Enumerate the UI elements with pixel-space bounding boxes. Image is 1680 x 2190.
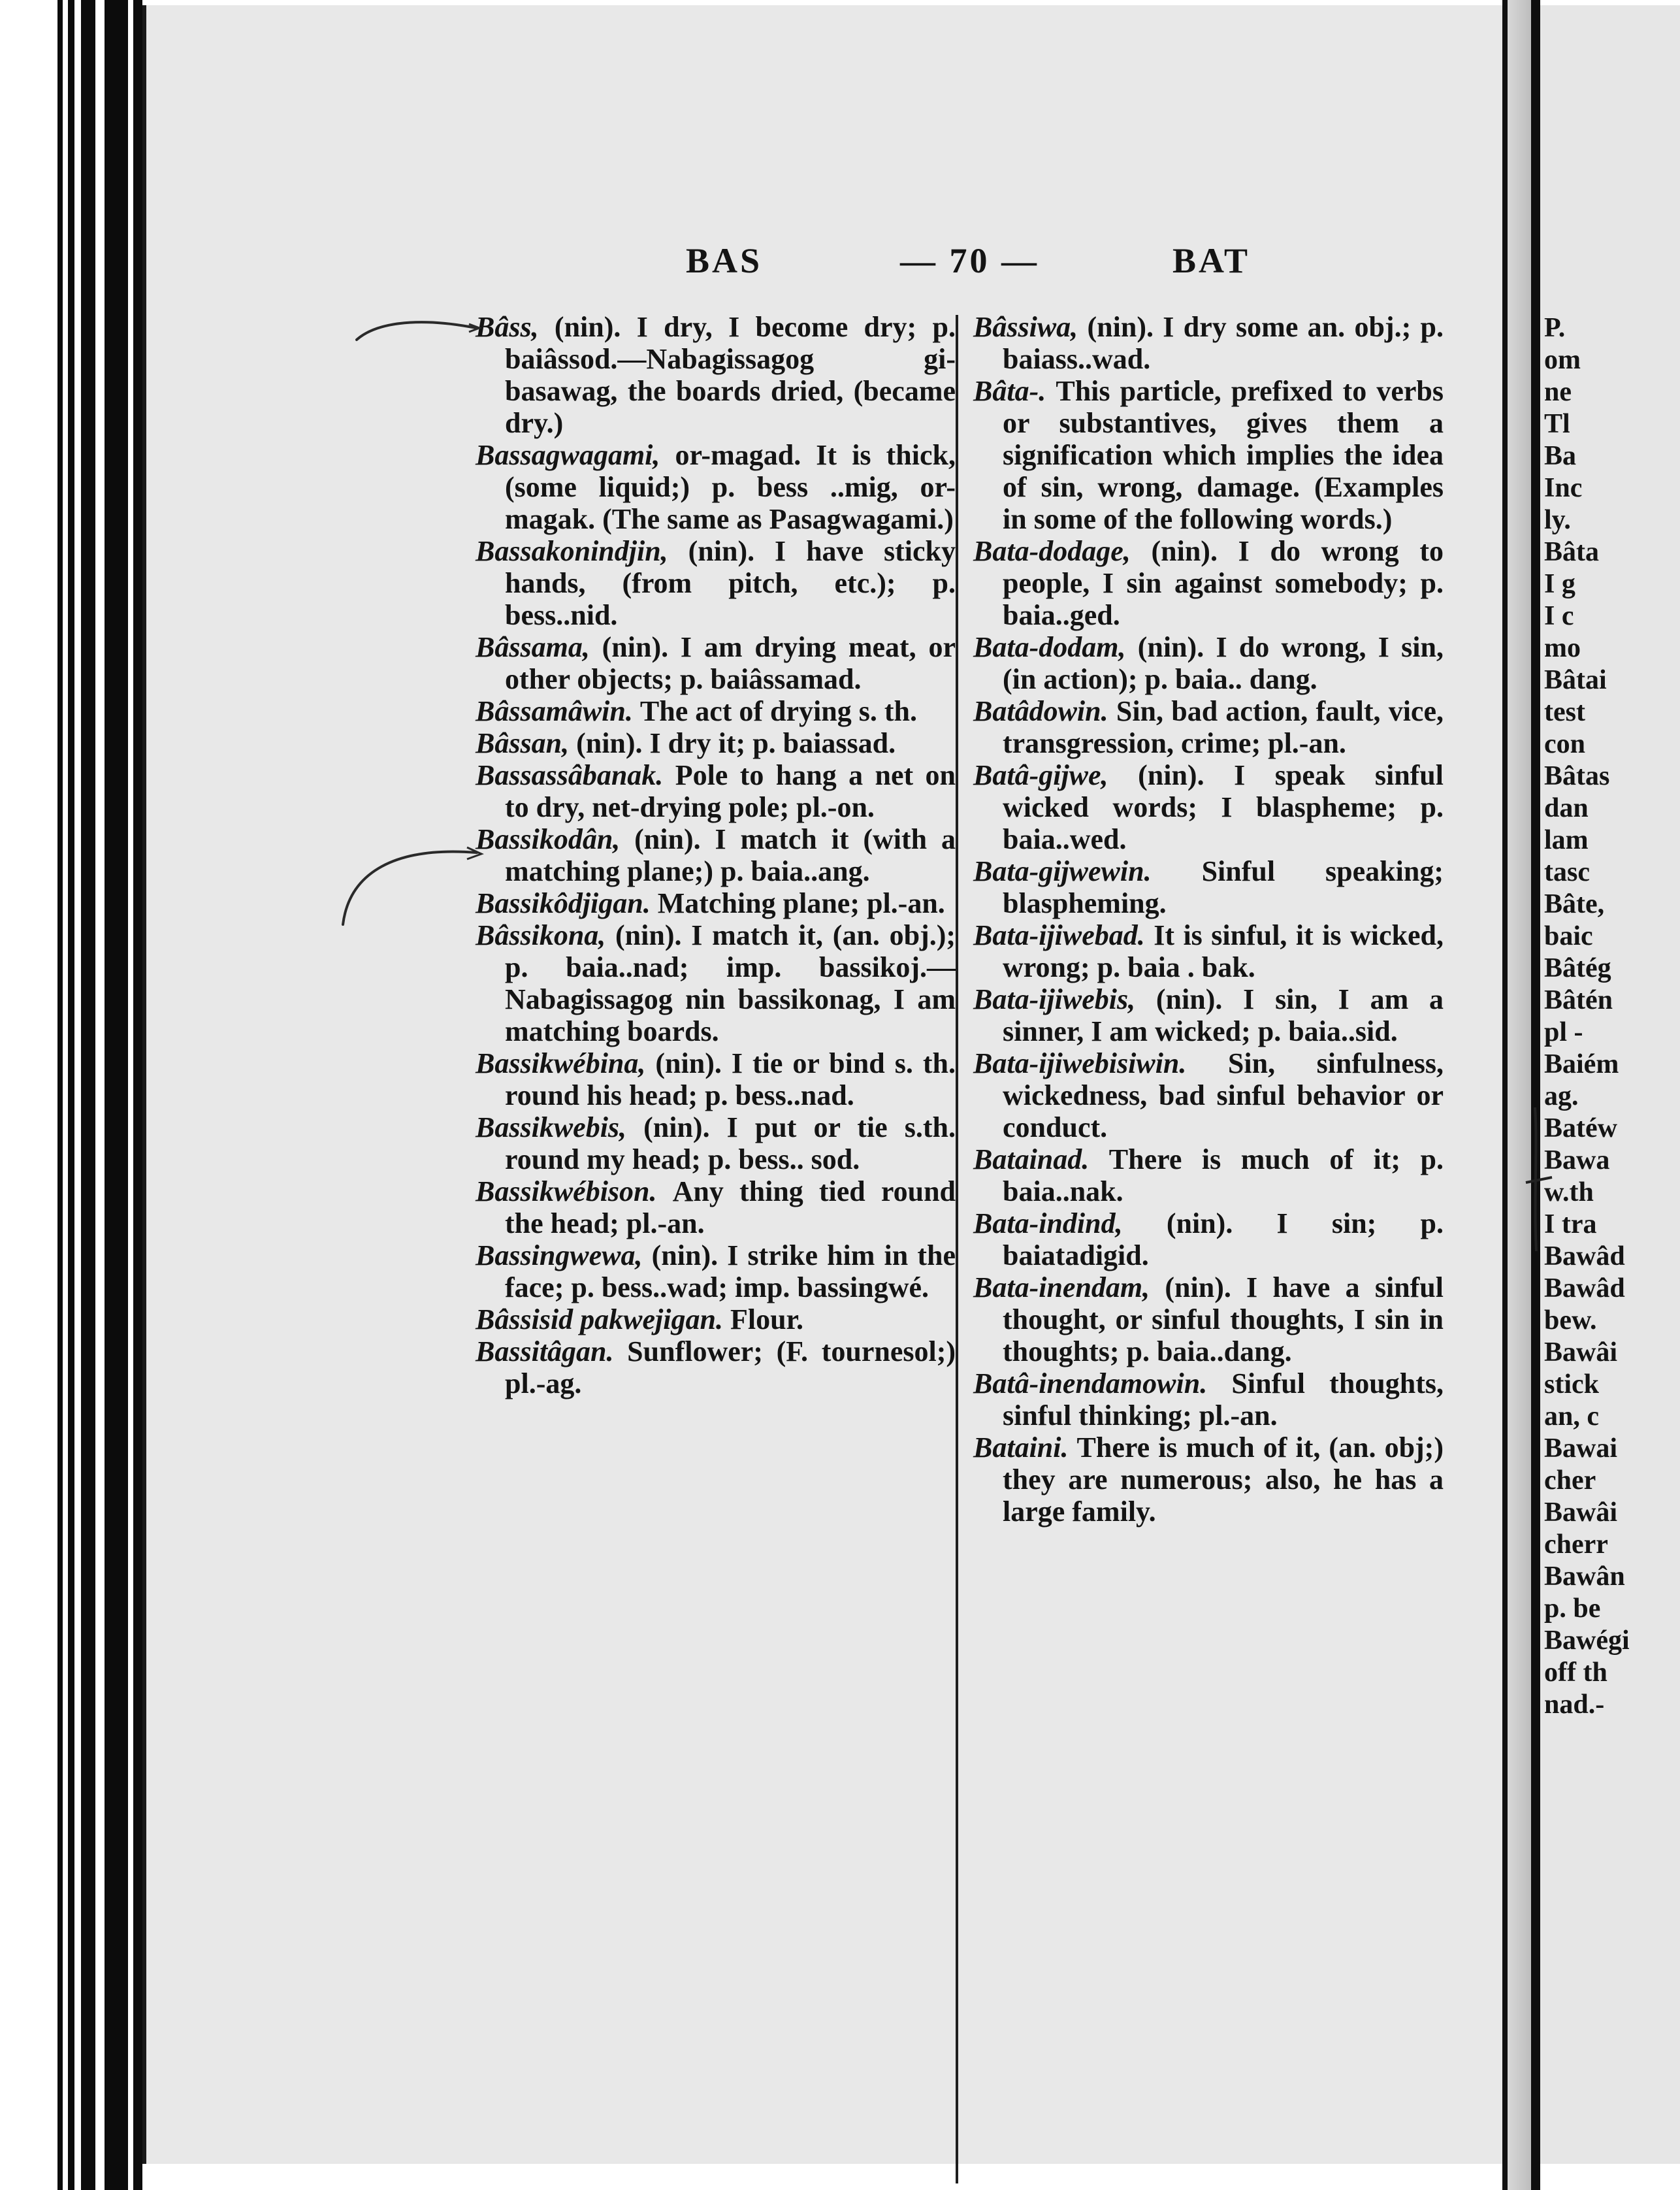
definition: Sunflower; (F. tournesol;) pl.-ag. — [505, 1335, 956, 1399]
headword: Batâ-gijwe, — [973, 759, 1108, 791]
next-page-text-fragment: con — [1544, 729, 1585, 759]
definition: Sinful thoughts, sinful thinking; pl.-an. — [1003, 1367, 1444, 1431]
next-page-text-fragment: ag. — [1544, 1081, 1579, 1111]
headword: Bata-indind, — [973, 1207, 1123, 1239]
definition: (nin). I dry some an. obj.; p. baiass..wad. — [1003, 311, 1444, 375]
next-page-text-fragment: Bâtai — [1544, 665, 1607, 695]
definition: The act of drying s. th. — [639, 695, 917, 727]
next-page-text-fragment: Tl — [1544, 409, 1570, 439]
definition: Pole to hang a net on to dry, net-drying pole; pl.-on. — [505, 759, 956, 823]
definition: (nin). I am drying meat, or other objects; p. baiâssamad. — [505, 631, 956, 695]
definition: (nin). I sin, I am a sinner, I am wicked; p. baia..sid. — [1003, 983, 1444, 1047]
dictionary-entry — [476, 1175, 956, 1239]
next-page-text-fragment: Bawâi — [1544, 1497, 1618, 1528]
binding-line — [57, 0, 63, 2190]
headword: Bâssan, — [476, 727, 570, 759]
dictionary-entry — [973, 311, 1444, 375]
next-page-text-fragment: I g — [1544, 569, 1575, 599]
headword: Bâssama, — [476, 631, 590, 663]
next-page-fragment — [1540, 5, 1680, 2164]
next-page-text-fragment: Bawâi — [1544, 1337, 1618, 1367]
next-page-text-fragment: off th — [1544, 1658, 1607, 1688]
dictionary-entry — [476, 887, 956, 919]
definition: (nin). I dry, I become dry; p. baiâssod.—Nabagissagog gi-basawag, the boards dried, (became dry.) — [505, 311, 956, 439]
next-page-text-fragment: dan — [1544, 793, 1589, 823]
next-page-text-fragment: Bâtég — [1544, 953, 1611, 983]
definition: It is sinful, it is wicked, wrong; p. baia . bak. — [1003, 919, 1444, 983]
headword: Bâssisid pakwejigan. — [476, 1303, 723, 1335]
definition: (nin). I match it (with a matching plane;) p. baia..ang. — [505, 823, 956, 887]
headword: Bassikôdjigan. — [476, 887, 651, 919]
dictionary-entry — [973, 631, 1444, 695]
next-page-text-fragment: P. — [1544, 313, 1566, 343]
definition: (nin). I tie or bind s. th. round his head; p. bess..nad. — [505, 1047, 956, 1111]
definition: or-magad. It is thick, (some liquid;) p. bess ..mig, or-magak. (The same as Pasagwagami.) — [505, 439, 956, 535]
next-page-text-fragment: p. be — [1544, 1593, 1601, 1624]
dictionary-entry — [476, 1335, 956, 1399]
running-head-left: BAS — [686, 241, 763, 280]
pencil-mark — [336, 826, 487, 931]
next-page-text-fragment: cher — [1544, 1465, 1596, 1495]
headword: Batâ-inendamowin. — [973, 1367, 1208, 1399]
next-page-text-fragment: Bâte, — [1544, 889, 1605, 919]
next-page-text-fragment: Bâtas — [1544, 761, 1610, 791]
definition: (nin). I put or tie s.th. round my head; p. bess.. sod. — [505, 1111, 956, 1175]
next-page-text-fragment: an, c — [1544, 1401, 1599, 1431]
dictionary-entry — [973, 1207, 1444, 1271]
binding-line — [81, 0, 95, 2190]
next-page-text-fragment: pl - — [1544, 1017, 1583, 1047]
definition: (nin). I strike him in the face; p. bess..wad; imp. bassingwé. — [505, 1239, 956, 1303]
definition: (nin). I do wrong to people, I sin against somebody; p. baia..ged. — [1003, 535, 1444, 631]
dictionary-entry — [476, 1047, 956, 1111]
headword: Bâta-. — [973, 375, 1046, 407]
next-page-text-fragment: test — [1544, 697, 1585, 727]
next-page-text-fragment: I c — [1544, 601, 1574, 631]
headword: Bata-dodage, — [973, 535, 1131, 567]
dictionary-entry — [476, 439, 956, 535]
next-page-text-fragment: mo — [1544, 633, 1581, 663]
running-head-right: BAT — [1172, 241, 1251, 280]
dictionary-entry — [476, 919, 956, 1047]
next-page-text-fragment: Bawa — [1544, 1145, 1610, 1175]
dictionary-entry — [973, 983, 1444, 1047]
next-page-text-fragment: tasc — [1544, 857, 1590, 887]
next-page-text-fragment: Bawân — [1544, 1561, 1625, 1592]
next-page-text-fragment: cherr — [1544, 1529, 1608, 1560]
definition: Matching plane; pl.-an. — [657, 887, 945, 919]
definition: Any thing tied round the head; pl.-an. — [505, 1175, 956, 1239]
next-page-text-fragment: ne — [1544, 377, 1572, 407]
dictionary-entry — [973, 1271, 1444, 1367]
headword: Bâssiwa, — [973, 311, 1078, 343]
definition: Sinful speaking; blaspheming. — [1003, 855, 1444, 919]
running-head — [0, 240, 1680, 293]
headword: Bassikwébison. — [476, 1175, 657, 1207]
next-page-text-fragment: bew. — [1544, 1305, 1597, 1335]
dictionary-entry — [476, 535, 956, 631]
headword: Bata-ijiwebad. — [973, 919, 1145, 951]
definition: (nin). I have sticky hands, (from pitch, etc.); p. bess..nid. — [505, 535, 956, 631]
next-page-text-fragment: stick — [1544, 1369, 1599, 1399]
dictionary-entry — [476, 823, 956, 887]
definition: There is much of it; p. baia..nak. — [1003, 1143, 1444, 1207]
definition: Flour. — [730, 1303, 804, 1335]
dictionary-entry — [476, 695, 956, 727]
definition: There is much of it, (an. obj;) they are numerous; also, he has a large family. — [1003, 1431, 1444, 1528]
definition: Sin, bad action, fault, vice, transgression, crime; pl.-an. — [1003, 695, 1444, 759]
next-page-text-fragment: Baiém — [1544, 1049, 1619, 1079]
headword: Bâssamâwin. — [476, 695, 633, 727]
next-page-text-fragment: Bawégi — [1544, 1626, 1630, 1656]
dictionary-entry — [973, 759, 1444, 855]
dictionary-entry — [973, 695, 1444, 759]
binding-line — [68, 0, 74, 2190]
gutter — [1508, 0, 1531, 2190]
next-page-text-fragment: Bawai — [1544, 1433, 1618, 1463]
left-column — [476, 311, 956, 1399]
headword: Bata-ijiwebis, — [973, 983, 1136, 1015]
headword: Bâssikona, — [476, 919, 606, 951]
dictionary-entry — [973, 535, 1444, 631]
next-page-text-fragment: lam — [1544, 825, 1589, 855]
next-page-text-fragment: Inc — [1544, 473, 1583, 503]
definition: This particle, prefixed to verbs or substantives, gives them a signification which implies the idea of sin, wrong, damage. (Examples in some of the following words.) — [1003, 375, 1444, 535]
next-page-text-fragment: I tra — [1544, 1209, 1597, 1239]
headword: Bassikodân, — [476, 823, 621, 855]
definition: (nin). I have a sinful thought, or sinful thoughts, I sin in thoughts; p. baia..dang. — [1003, 1271, 1444, 1367]
pencil-mark — [1522, 1104, 1555, 1254]
dictionary-entry — [973, 919, 1444, 983]
dictionary-entry — [476, 727, 956, 759]
next-page-text-fragment: w.th — [1544, 1177, 1594, 1207]
headword: Bassitâgan. — [476, 1335, 614, 1367]
headword: Bassikwebis, — [476, 1111, 627, 1143]
dictionary-entry — [476, 1239, 956, 1303]
headword: Bassassâbanak. — [476, 759, 664, 791]
headword: Bâss, — [476, 311, 539, 343]
next-page-text-fragment: Bawâd — [1544, 1241, 1625, 1271]
page-number: — 70 — — [900, 241, 1039, 280]
definition: (nin). I sin; p. baiatadigid. — [1003, 1207, 1444, 1271]
headword: Bassingwewa, — [476, 1239, 643, 1271]
dictionary-entry — [973, 375, 1444, 535]
definition: (nin). I speak sinful wicked words; I blaspheme; p. baia..wed. — [1003, 759, 1444, 855]
dictionary-entry — [476, 1111, 956, 1175]
headword: Batainad. — [973, 1143, 1090, 1175]
dictionary-entry — [973, 1367, 1444, 1431]
dictionary-entry — [973, 1047, 1444, 1143]
definition: Sin, sinfulness, wickedness, bad sinful behavior or conduct. — [1003, 1047, 1444, 1143]
next-page-text-fragment: Batéw — [1544, 1113, 1617, 1143]
headword: Bata-dodam, — [973, 631, 1126, 663]
headword: Bata-inendam, — [973, 1271, 1150, 1303]
right-column — [973, 311, 1444, 1528]
next-page-text-fragment: om — [1544, 345, 1581, 375]
dictionary-entry — [476, 631, 956, 695]
dictionary-entry — [973, 1431, 1444, 1528]
next-page-text-fragment: Bawâd — [1544, 1273, 1625, 1303]
headword: Bata-gijwewin. — [973, 855, 1152, 887]
next-page-text-fragment: Bâta — [1544, 537, 1599, 567]
definition: (nin). I match it, (an. obj.); p. baia..nad; imp. bassikoj.— Nabagissagog nin bassikonag, I am matching boards. — [505, 919, 956, 1047]
next-page-text-fragment: Ba — [1544, 441, 1577, 471]
headword: Batâdowin. — [973, 695, 1108, 727]
definition: (nin). I do wrong, I sin, (in action); p. baia.. dang. — [1003, 631, 1444, 695]
definition: (nin). I dry it; p. baiassad. — [576, 727, 896, 759]
next-page-text-fragment: Bâtén — [1544, 985, 1613, 1015]
binding-line — [105, 0, 128, 2190]
binding-line — [133, 0, 142, 2190]
dictionary-entry — [476, 759, 956, 823]
column-divider — [956, 315, 958, 2183]
pencil-mark — [353, 307, 483, 346]
dictionary-entry — [476, 1303, 956, 1335]
headword: Bata-ijiwebisiwin. — [973, 1047, 1187, 1079]
next-page-edge — [1531, 0, 1540, 2190]
next-page-text-fragment: baic — [1544, 921, 1593, 951]
dictionary-entry — [973, 1143, 1444, 1207]
headword: Bassagwagami, — [476, 439, 660, 471]
headword: Bassikwébina, — [476, 1047, 646, 1079]
dictionary-entry — [973, 855, 1444, 919]
next-page-text-fragment: ly. — [1544, 505, 1571, 535]
dictionary-entry — [476, 311, 956, 439]
headword: Bataini. — [973, 1431, 1069, 1463]
left-binding-edge — [0, 0, 142, 2190]
headword: Bassakonindjin, — [476, 535, 668, 567]
next-page-text-fragment: nad.- — [1544, 1690, 1605, 1720]
